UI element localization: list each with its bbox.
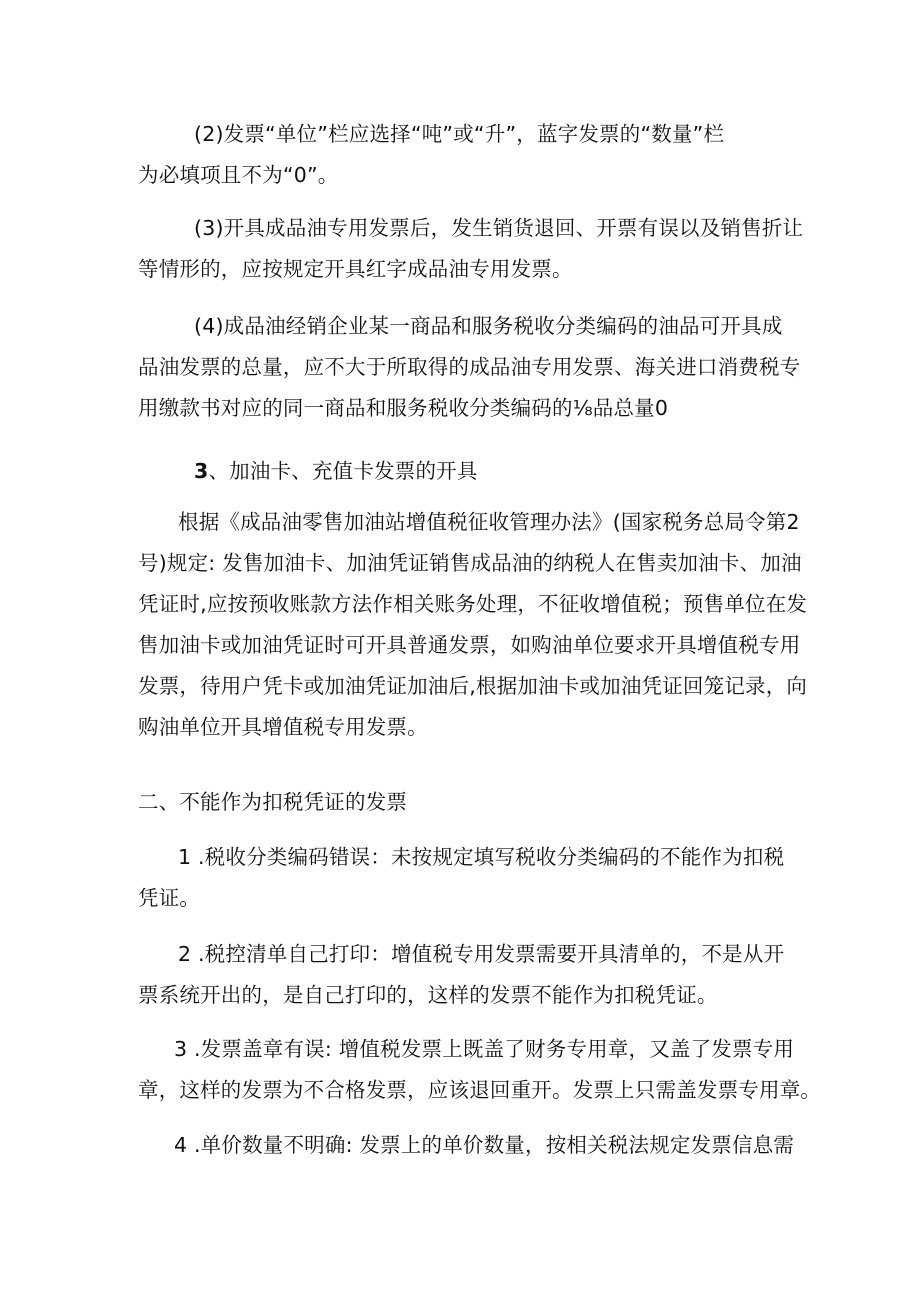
paragraph-unit-quantity [138,114,784,196]
text-line: 2 .税控清单自己打印：增值税专用发票需要开具清单的，不是从开 [178,942,785,966]
text-line: 等情形的，应按规定开具红字成品油专用发票。 [138,257,573,281]
paragraph-total-volume [138,306,801,429]
paragraph-self-printed-list [138,934,784,1016]
heading-text: 二、不能作为扣税凭证的发票 [138,790,408,814]
text-line: 为必填项且不为“0”。 [138,163,339,187]
paragraph-regulation [138,502,808,748]
paragraph-stamp-error [138,1029,822,1111]
text-line: 售加油卡或加油凭证时可开具普通发票，如购油单位要求开具增值税专用 [138,633,801,657]
text-line: 发票，待用户凭卡或加油凭证加油后,根据加油卡或加油凭证回笼记录，向 [138,674,808,698]
text-line: 章，这样的发票为不合格发票，应该退回重开。发票上只需盖发票专用章。 [138,1078,822,1102]
text-line: (3)开具成品油专用发票后，发生销货退回、开票有误以及销售折让 [194,216,804,240]
heading-number: 3 [194,459,209,483]
text-line: 用缴款书对应的同一商品和服务税收分类编码的⅛品总量0 [138,396,669,420]
text-line: (4)成品油经销企业某一商品和服务税收分类编码的油品可开具成 [194,314,783,338]
paragraph-unit-price [138,1125,795,1166]
heading-line [138,451,784,492]
text-line: 3 .发票盖章有误: 增值税发票上既盖了财务专用章，又盖了发票专用 [174,1037,795,1061]
paragraph-red-invoice [138,208,804,290]
text-line: (2)发票“单位”栏应选择“吨”或“升”，蓝字发票的“数量”栏 [194,122,725,146]
section-heading-non-deductible [138,782,784,823]
text-line: 品油发票的总量，应不大于所取得的成品油专用发票、海关进口消费税专 [138,355,801,379]
text-line: 购油单位开具增值税专用发票。 [138,715,428,739]
text-line: 4 .单价数量不明确: 发票上的单价数量，按相关税法规定发票信息需 [174,1133,795,1157]
section-heading-fuel-card [138,451,784,492]
heading-text: 、加油卡、充值卡发票的开具 [208,459,478,483]
text-line: 凭证。 [138,886,201,910]
text-line: 根据《成品油零售加油站增值税征收管理办法》(国家税务总局令第2 [178,510,800,534]
text-line: 票系统开出的，是自己打印的，这样的发票不能作为扣税凭证。 [138,983,718,1007]
text-line: 1 .税收分类编码错误：未按规定填写税收分类编码的不能作为扣税 [178,845,785,869]
text-line: 凭证时,应按预收账款方法作相关账务处理，不征收增值税；预售单位在发 [138,592,808,616]
text-line: 号)规定: 发售加油卡、加油凭证销售成品油的纳税人在售卖加油卡、加油 [138,551,802,575]
paragraph-classification-code [138,837,784,919]
